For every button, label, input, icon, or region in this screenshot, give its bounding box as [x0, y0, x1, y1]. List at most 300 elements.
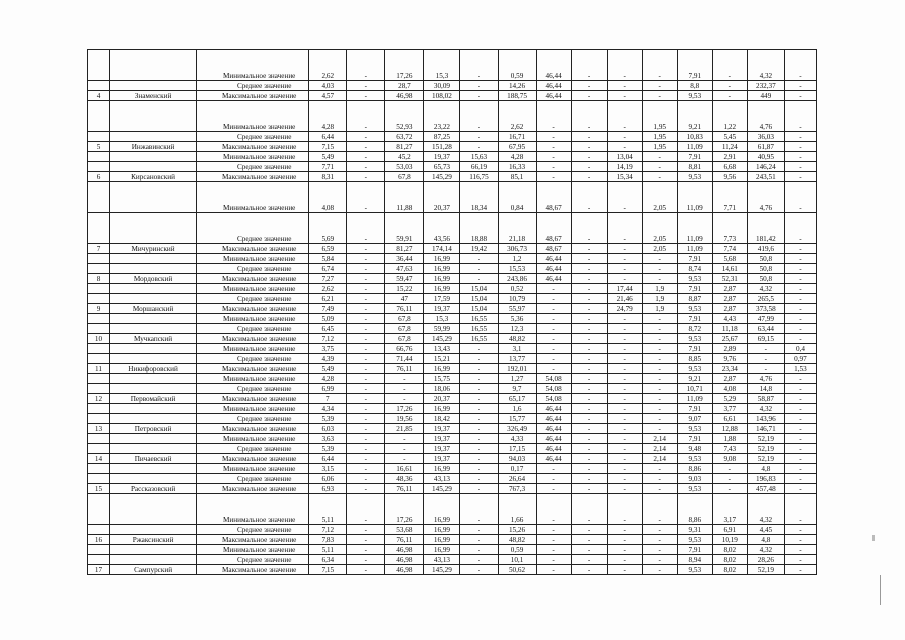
value-cell: 5,49 — [309, 364, 347, 374]
value-cell: - — [607, 424, 642, 434]
value-cell: 6,06 — [309, 474, 347, 484]
row-number-cell — [88, 474, 110, 484]
value-cell: 10,83 — [677, 132, 712, 142]
value-cell: - — [607, 132, 642, 142]
value-cell: - — [784, 545, 816, 555]
value-cell: 61,87 — [747, 142, 784, 152]
value-cell: - — [607, 434, 642, 444]
value-cell: 4,08 — [712, 384, 747, 394]
value-cell: 11,09 — [677, 213, 712, 244]
row-number-cell — [88, 434, 110, 444]
value-cell: - — [607, 101, 642, 132]
value-cell: - — [347, 545, 385, 555]
value-cell: 19,56 — [385, 414, 424, 424]
value-cell: 306,73 — [498, 244, 536, 254]
value-cell: 23,22 — [424, 101, 460, 132]
value-cell: - — [347, 254, 385, 264]
value-cell: - — [607, 454, 642, 464]
value-cell: - — [784, 132, 816, 142]
value-cell: 28,26 — [747, 555, 784, 565]
value-cell: 58,87 — [747, 394, 784, 404]
value-cell: - — [784, 394, 816, 404]
value-cell: - — [460, 535, 498, 545]
statistic-label-cell: Минимальное значение — [197, 374, 309, 384]
value-cell: 7,91 — [677, 314, 712, 324]
value-cell: - — [642, 484, 677, 494]
value-cell: - — [607, 324, 642, 334]
value-cell: 55,97 — [498, 304, 536, 314]
row-number-cell: 12 — [88, 394, 110, 404]
value-cell: - — [607, 254, 642, 264]
table-row — [88, 244, 817, 254]
district-name-cell — [110, 213, 197, 244]
value-cell: 0,97 — [784, 354, 816, 364]
value-cell: 19,37 — [424, 444, 460, 454]
value-cell: 2,87 — [712, 304, 747, 314]
value-cell: - — [460, 364, 498, 374]
value-cell: - — [784, 494, 816, 525]
value-cell: 14,26 — [498, 81, 536, 91]
value-cell: 4,8 — [747, 535, 784, 545]
value-cell: - — [607, 81, 642, 91]
value-cell: 2,87 — [712, 294, 747, 304]
value-cell: - — [571, 50, 607, 81]
value-cell: - — [642, 414, 677, 424]
row-number-cell: 5 — [88, 142, 110, 152]
value-cell: - — [460, 142, 498, 152]
value-cell: - — [571, 394, 607, 404]
value-cell: 9,21 — [677, 101, 712, 132]
value-cell: - — [784, 314, 816, 324]
value-cell: - — [347, 555, 385, 565]
row-number-cell — [88, 384, 110, 394]
value-cell: - — [536, 344, 571, 354]
value-cell: 7 — [309, 394, 347, 404]
value-cell: 2,62 — [309, 284, 347, 294]
value-cell: - — [347, 535, 385, 545]
value-cell: - — [536, 142, 571, 152]
value-cell: 87,25 — [424, 132, 460, 142]
value-cell: - — [460, 384, 498, 394]
value-cell: 16,55 — [460, 334, 498, 344]
value-cell: - — [784, 454, 816, 464]
value-cell: 11,88 — [385, 182, 424, 213]
statistic-label-cell: Минимальное значение — [197, 344, 309, 354]
value-cell: 46,44 — [536, 81, 571, 91]
value-cell: 52,19 — [747, 434, 784, 444]
table-row — [88, 294, 817, 304]
value-cell: - — [347, 525, 385, 535]
value-cell: - — [784, 444, 816, 454]
value-cell: 19,42 — [460, 244, 498, 254]
row-number-cell — [88, 324, 110, 334]
value-cell: 9,7 — [498, 384, 536, 394]
value-cell: - — [571, 172, 607, 182]
value-cell: 5,69 — [309, 213, 347, 244]
value-cell: 71,44 — [385, 354, 424, 364]
value-cell: 14,61 — [712, 264, 747, 274]
value-cell: - — [536, 484, 571, 494]
value-cell: 373,58 — [747, 304, 784, 314]
value-cell: 5,39 — [309, 414, 347, 424]
value-cell: - — [642, 535, 677, 545]
value-cell: 243,86 — [498, 274, 536, 284]
value-cell: - — [536, 314, 571, 324]
value-cell: 9,07 — [677, 414, 712, 424]
statistic-label-cell: Минимальное значение — [197, 284, 309, 294]
value-cell: 15,04 — [460, 294, 498, 304]
value-cell: 59,91 — [385, 213, 424, 244]
value-cell: 9,08 — [712, 454, 747, 464]
value-cell: - — [642, 324, 677, 334]
value-cell: - — [784, 304, 816, 314]
value-cell: - — [347, 264, 385, 274]
value-cell: 15,04 — [460, 284, 498, 294]
row-number-cell — [88, 162, 110, 172]
value-cell: - — [642, 545, 677, 555]
row-number-cell — [88, 152, 110, 162]
value-cell: - — [571, 213, 607, 244]
value-cell: - — [536, 101, 571, 132]
value-cell: - — [571, 294, 607, 304]
value-cell: - — [712, 464, 747, 474]
district-name-cell — [110, 434, 197, 444]
district-name-cell: Петровский — [110, 424, 197, 434]
district-name-cell — [110, 474, 197, 484]
district-name-cell — [110, 444, 197, 454]
value-cell: - — [460, 264, 498, 274]
value-cell: 15,3 — [424, 50, 460, 81]
value-cell: 4,43 — [712, 314, 747, 324]
value-cell: - — [642, 152, 677, 162]
statistic-label-cell: Минимальное значение — [197, 314, 309, 324]
value-cell: - — [571, 535, 607, 545]
value-cell: 18,88 — [460, 213, 498, 244]
table-row — [88, 142, 817, 152]
value-cell: - — [642, 91, 677, 101]
value-cell: - — [571, 91, 607, 101]
value-cell: - — [460, 545, 498, 555]
value-cell: 8,86 — [677, 464, 712, 474]
district-name-cell — [110, 294, 197, 304]
district-name-cell — [110, 464, 197, 474]
value-cell: 9,53 — [677, 274, 712, 284]
table-row — [88, 344, 817, 354]
value-cell: 11,09 — [677, 182, 712, 213]
value-cell: 146,71 — [747, 424, 784, 434]
value-cell: 15,63 — [460, 152, 498, 162]
value-cell: 174,14 — [424, 244, 460, 254]
value-cell: - — [571, 414, 607, 424]
value-cell: 50,8 — [747, 254, 784, 264]
value-cell: 449 — [747, 91, 784, 101]
value-cell: - — [784, 464, 816, 474]
value-cell: - — [385, 434, 424, 444]
statistic-label-cell: Максимальное значение — [197, 454, 309, 464]
value-cell: - — [607, 394, 642, 404]
value-cell: 21,85 — [385, 424, 424, 434]
table-row — [88, 404, 817, 414]
district-name-cell — [110, 162, 197, 172]
value-cell: - — [536, 162, 571, 172]
value-cell: 145,29 — [424, 172, 460, 182]
value-cell: 18,42 — [424, 414, 460, 424]
value-cell: 2,62 — [498, 101, 536, 132]
value-cell: 16,55 — [460, 314, 498, 324]
value-cell: 7,71 — [712, 182, 747, 213]
row-number-cell — [88, 344, 110, 354]
value-cell: 6,44 — [309, 132, 347, 142]
value-cell: 18,34 — [460, 182, 498, 213]
value-cell: 11,09 — [677, 244, 712, 254]
value-cell: 181,42 — [747, 213, 784, 244]
value-cell: - — [784, 404, 816, 414]
value-cell: 4,08 — [309, 182, 347, 213]
value-cell: - — [460, 254, 498, 264]
value-cell: - — [607, 565, 642, 575]
value-cell: - — [747, 344, 784, 354]
value-cell: 50,8 — [747, 264, 784, 274]
value-cell: 8,02 — [712, 545, 747, 555]
value-cell: - — [571, 444, 607, 454]
value-cell: 9,53 — [677, 304, 712, 314]
value-cell: - — [347, 142, 385, 152]
value-cell: - — [642, 172, 677, 182]
value-cell: 4,76 — [747, 101, 784, 132]
value-cell: 50,62 — [498, 565, 536, 575]
value-cell: - — [784, 142, 816, 152]
value-cell: 2,89 — [712, 344, 747, 354]
value-cell: 1,9 — [642, 294, 677, 304]
table-row — [88, 565, 817, 575]
statistic-label-cell: Максимальное значение — [197, 535, 309, 545]
value-cell: 2,05 — [642, 182, 677, 213]
value-cell: 13,43 — [424, 344, 460, 354]
value-cell: 16,99 — [424, 274, 460, 284]
value-cell: - — [607, 91, 642, 101]
value-cell: - — [536, 494, 571, 525]
table-row — [88, 434, 817, 444]
statistic-label-cell: Среднее значение — [197, 354, 309, 364]
value-cell: 54,08 — [536, 394, 571, 404]
value-cell: - — [460, 464, 498, 474]
value-cell: - — [347, 464, 385, 474]
value-cell: 47 — [385, 294, 424, 304]
statistic-label-cell: Минимальное значение — [197, 545, 309, 555]
value-cell: 17,26 — [385, 404, 424, 414]
value-cell: - — [607, 414, 642, 424]
value-cell: 21,46 — [607, 294, 642, 304]
value-cell: - — [460, 81, 498, 91]
table-row — [88, 384, 817, 394]
row-number-cell: 6 — [88, 172, 110, 182]
value-cell: 1,6 — [498, 404, 536, 414]
row-number-cell — [88, 545, 110, 555]
row-number-cell — [88, 525, 110, 535]
row-number-cell — [88, 314, 110, 324]
value-cell: 145,29 — [424, 565, 460, 575]
row-number-cell: 14 — [88, 454, 110, 464]
value-cell: 16,99 — [424, 494, 460, 525]
row-number-cell — [88, 444, 110, 454]
row-number-cell — [88, 354, 110, 364]
value-cell: - — [642, 424, 677, 434]
value-cell: - — [642, 374, 677, 384]
value-cell: - — [347, 244, 385, 254]
row-number-cell — [88, 213, 110, 244]
value-cell: 11,18 — [712, 324, 747, 334]
value-cell: - — [536, 555, 571, 565]
value-cell: 1,9 — [642, 304, 677, 314]
value-cell: - — [571, 101, 607, 132]
value-cell: - — [571, 334, 607, 344]
district-name-cell — [110, 254, 197, 264]
value-cell: 0,4 — [784, 344, 816, 354]
value-cell: - — [536, 535, 571, 545]
table-row — [88, 484, 817, 494]
value-cell: - — [784, 264, 816, 274]
value-cell: - — [460, 394, 498, 404]
table-row — [88, 324, 817, 334]
value-cell: - — [607, 364, 642, 374]
value-cell: 3,1 — [498, 344, 536, 354]
table-row — [88, 354, 817, 364]
value-cell: 46,44 — [536, 454, 571, 464]
value-cell: 7,91 — [677, 434, 712, 444]
district-name-cell: Знаменский — [110, 91, 197, 101]
value-cell: - — [642, 404, 677, 414]
value-cell: 116,75 — [460, 172, 498, 182]
value-cell: - — [571, 304, 607, 314]
value-cell: - — [460, 434, 498, 444]
value-cell: - — [347, 213, 385, 244]
value-cell: - — [607, 474, 642, 484]
district-name-cell — [110, 101, 197, 132]
value-cell: 47,99 — [747, 314, 784, 324]
value-cell: - — [571, 254, 607, 264]
value-cell: - — [536, 354, 571, 364]
value-cell: 6,59 — [309, 244, 347, 254]
statistic-label-cell: Среднее значение — [197, 81, 309, 91]
value-cell: - — [460, 91, 498, 101]
value-cell: 9,53 — [677, 535, 712, 545]
value-cell: - — [784, 414, 816, 424]
table-row — [88, 374, 817, 384]
statistic-label-cell: Минимальное значение — [197, 152, 309, 162]
value-cell: 63,72 — [385, 132, 424, 142]
value-cell: - — [784, 324, 816, 334]
value-cell: 1,88 — [712, 434, 747, 444]
value-cell: - — [347, 304, 385, 314]
value-cell: - — [460, 374, 498, 384]
value-cell: 3,75 — [309, 344, 347, 354]
value-cell: 7,27 — [309, 274, 347, 284]
value-cell: - — [347, 404, 385, 414]
value-cell: - — [347, 294, 385, 304]
district-name-cell — [110, 324, 197, 334]
value-cell: - — [784, 274, 816, 284]
value-cell: 8,85 — [677, 354, 712, 364]
table-row — [88, 454, 817, 464]
value-cell: - — [571, 364, 607, 374]
statistic-label-cell: Максимальное значение — [197, 394, 309, 404]
value-cell: 3,63 — [309, 434, 347, 444]
value-cell: 17,26 — [385, 494, 424, 525]
value-cell: 16,99 — [424, 404, 460, 414]
value-cell: 16,99 — [424, 364, 460, 374]
value-cell: 6,68 — [712, 162, 747, 172]
table-row — [88, 414, 817, 424]
value-cell: - — [347, 314, 385, 324]
value-cell: - — [571, 565, 607, 575]
value-cell: 3,17 — [712, 494, 747, 525]
table-row — [88, 555, 817, 565]
value-cell: 9,53 — [677, 565, 712, 575]
value-cell: - — [784, 434, 816, 444]
value-cell: 46,98 — [385, 545, 424, 555]
value-cell: 4,32 — [747, 494, 784, 525]
value-cell: - — [607, 334, 642, 344]
value-cell: 7,71 — [309, 162, 347, 172]
value-cell: 24,79 — [607, 304, 642, 314]
value-cell: 13,04 — [607, 152, 642, 162]
table-row — [88, 274, 817, 284]
table-row — [88, 304, 817, 314]
value-cell: 3,77 — [712, 404, 747, 414]
value-cell: 16,61 — [385, 464, 424, 474]
value-cell: 767,3 — [498, 484, 536, 494]
value-cell: 8,31 — [309, 172, 347, 182]
statistic-label-cell: Максимальное значение — [197, 304, 309, 314]
value-cell: - — [784, 101, 816, 132]
value-cell: 67,8 — [385, 172, 424, 182]
value-cell: 1,66 — [498, 494, 536, 525]
value-cell: 4,45 — [747, 525, 784, 535]
value-cell: - — [784, 424, 816, 434]
value-cell: 19,37 — [424, 304, 460, 314]
value-cell: 59,47 — [385, 274, 424, 284]
row-number-cell — [88, 182, 110, 213]
value-cell: - — [784, 484, 816, 494]
value-cell: 2,62 — [309, 50, 347, 81]
value-cell: 10,1 — [498, 555, 536, 565]
value-cell: - — [536, 565, 571, 575]
value-cell: - — [642, 254, 677, 264]
table-row — [88, 474, 817, 484]
table-row — [88, 314, 817, 324]
table-row — [88, 364, 817, 374]
value-cell: 146,24 — [747, 162, 784, 172]
district-name-cell: Мичуринский — [110, 244, 197, 254]
value-cell: 192,01 — [498, 364, 536, 374]
value-cell: 43,13 — [424, 555, 460, 565]
row-number-cell — [88, 284, 110, 294]
value-cell: 6,99 — [309, 384, 347, 394]
value-cell: 9,53 — [677, 424, 712, 434]
statistic-label-cell: Среднее значение — [197, 384, 309, 394]
value-cell: - — [642, 334, 677, 344]
statistic-label-cell: Среднее значение — [197, 555, 309, 565]
value-cell: 46,98 — [385, 91, 424, 101]
row-number-cell — [88, 414, 110, 424]
value-cell: 65,17 — [498, 394, 536, 404]
value-cell: - — [607, 404, 642, 414]
statistic-label-cell: Максимальное значение — [197, 424, 309, 434]
value-cell: - — [642, 264, 677, 274]
value-cell: 54,08 — [536, 384, 571, 394]
value-cell: - — [460, 354, 498, 364]
value-cell: - — [784, 474, 816, 484]
